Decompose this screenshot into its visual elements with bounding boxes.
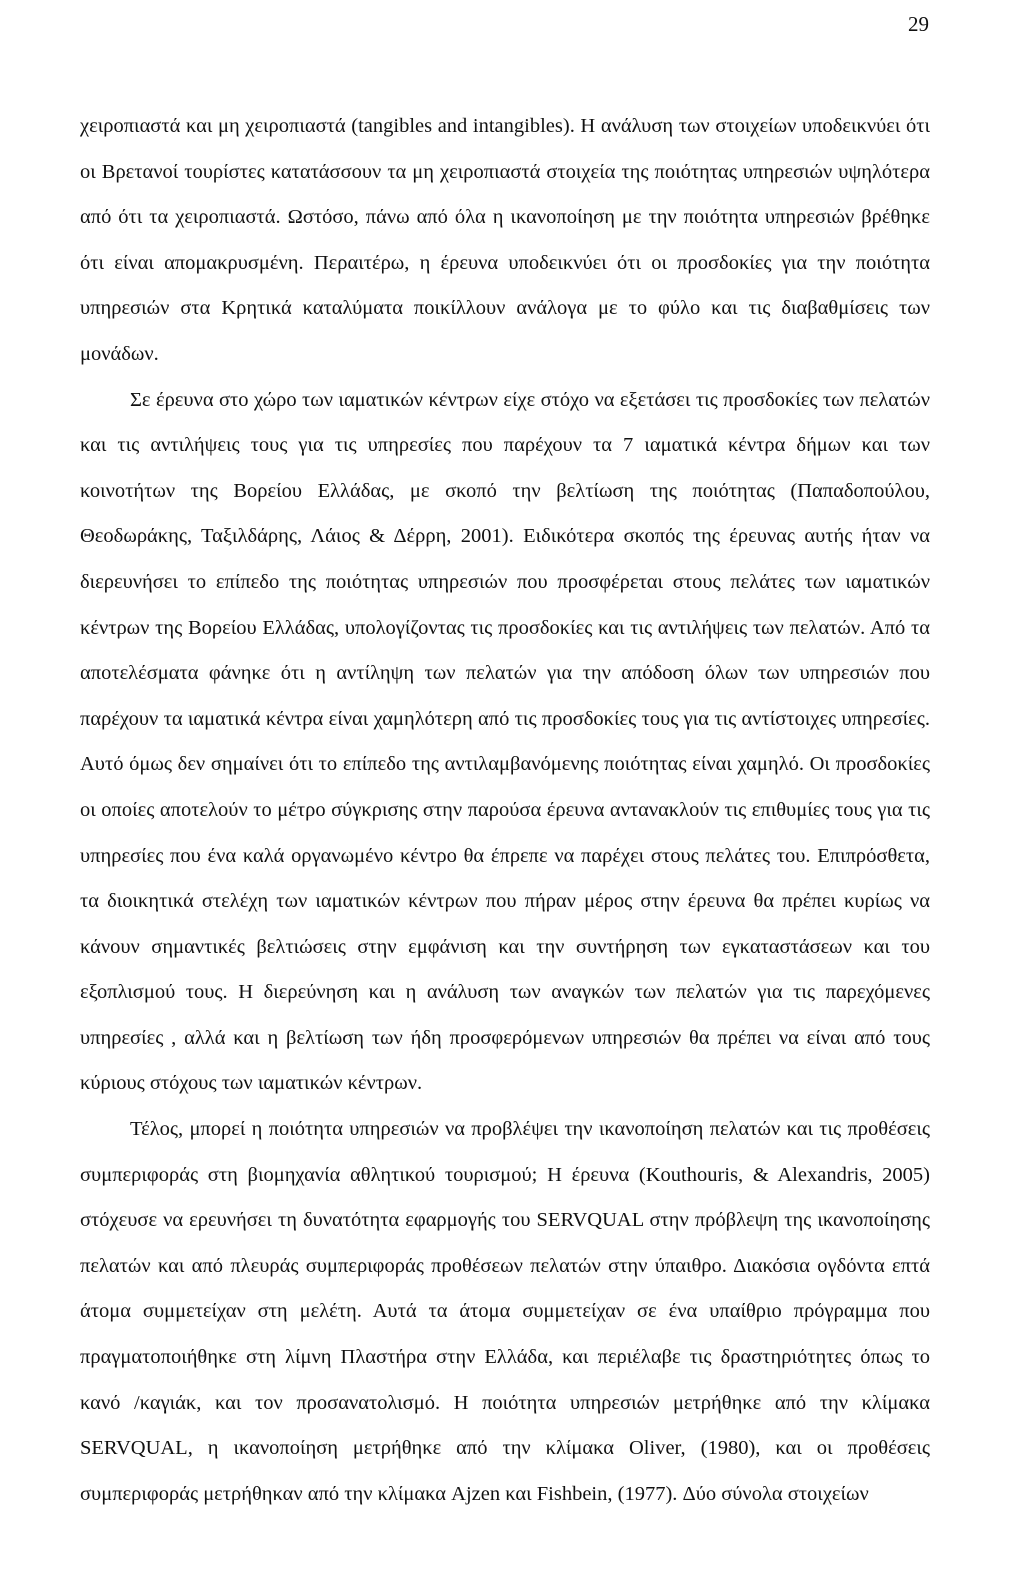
document-body xyxy=(80,104,930,1517)
paragraph-2: Σε έρευνα στο χώρο των ιαματικών κέντρων είχε στόχο να εξετάσει τις προσδοκίες των πελατών και τις αντιλήψεις τους για τις υπηρεσίες που παρέχουν τα 7 ιαματικά κέντρα δήμων και των κοινοτήτων της Βορείου Ελλάδας, με σκοπό την βελτίωση της ποιότητας (Παπαδοπούλου, Θεοδωράκης, Ταξιλδάρης, Λάιος & Δέρρη, 2001). Ειδικότερα σκοπός της έρευνας αυτής ήταν να διερευνήσει το επίπεδο της ποιότητας υπηρεσιών που προσφέρεται στους πελάτες των ιαματικών κέντρων της Βορείου Ελλάδας, υπολογίζοντας τις προσδοκίες και τις αντιλήψεις των πελατών. Από τα αποτελέσματα φάνηκε ότι η αντίληψη των πελατών για την απόδοση όλων των υπηρεσιών που παρέχουν τα ιαματικά κέντρα είναι χαμηλότερη από τις προσδοκίες τους για τις αντίστοιχες υπηρεσίες. Αυτό όμως δεν σημαίνει ότι το επίπεδο της αντιλαμβανόμενης ποιότητας είναι χαμηλό. Οι προσδοκίες οι οποίες αποτελούν το μέτρο σύγκρισης στην παρούσα έρευνα αντανακλούν τις επιθυμίες τους για τις υπηρεσίες που ένα καλά οργανωμένο κέντρο θα έπρεπε να παρέχει στους πελάτες του. Επιπρόσθετα, τα διοικητικά στελέχη των ιαματικών κέντρων που πήραν μέρος στην έρευνα θα πρέπει κυρίως να κάνουν σημαντικές βελτιώσεις στην εμφάνιση και την συντήρηση των εγκαταστάσεων και του εξοπλισμού τους. Η διερεύνηση και η ανάλυση των αναγκών των πελατών για τις παρεχόμενες υπηρεσίες , αλλά και η βελτίωση των ήδη προσφερόμενων υπηρεσιών θα πρέπει να είναι από τους κύριους στόχους των ιαματικών κέντρων. xyxy=(80,388,930,1095)
paragraph-3: Τέλος, μπορεί η ποιότητα υπηρεσιών να προβλέψει την ικανοποίηση πελατών και τις προθέσεις συμπεριφοράς στη βιομηχανία αθλητικού τουρισμού; Η έρευνα (Kouthouris, & Alexandris, 2005) στόχευσε να ερευνήσει τη δυνατότητα εφαρμογής του SERVQUAL στην πρόβλεψη της ικανοποίησης πελατών και από πλευράς συμπεριφοράς προθέσεων πελατών στην ύπαιθρο. Διακόσια ογδόντα επτά άτομα συμμετείχαν στη μελέτη. Αυτά τα άτομα συμμετείχαν σε ένα υπαίθριο πρόγραμμα που πραγματοποιήθηκε στη λίμνη Πλαστήρα στην Ελλάδα, και περιέλαβε τις δραστηριότητες όπως το κανό /καγιάκ, και τον προσανατολισμό. Η ποιότητα υπηρεσιών μετρήθηκε από την κλίμακα SERVQUAL, η ικανοποίηση μετρήθηκε από την κλίμακα Oliver, (1980), και οι προθέσεις συμπεριφοράς μετρήθηκαν από την κλίμακα Ajzen και Fishbein, (1977). Δύο σύνολα στοιχείων xyxy=(80,1118,930,1505)
paragraph-1: χειροπιαστά και μη χειροπιαστά (tangibles and intangibles). Η ανάλυση των στοιχείων υποδεικνύει ότι οι Βρετανοί τουρίστες κατατάσσουν τα μη χειροπιαστά στοιχεία της ποιότητας υπηρεσιών υψηλότερα από ότι τα χειροπιαστά. Ωστόσο, πάνω από όλα η ικανοποίηση με την ποιότητα υπηρεσιών βρέθηκε ότι είναι απομακρυσμένη. Περαιτέρω, η έρευνα υποδεικνύει ότι οι προσδοκίες για την ποιότητα υπηρεσιών στα Κρητικά καταλύματα ποικίλλουν ανάλογα με το φύλο και τις διαβαθμίσεις των μονάδων. xyxy=(80,115,930,365)
page-number: 29 xyxy=(908,12,929,36)
